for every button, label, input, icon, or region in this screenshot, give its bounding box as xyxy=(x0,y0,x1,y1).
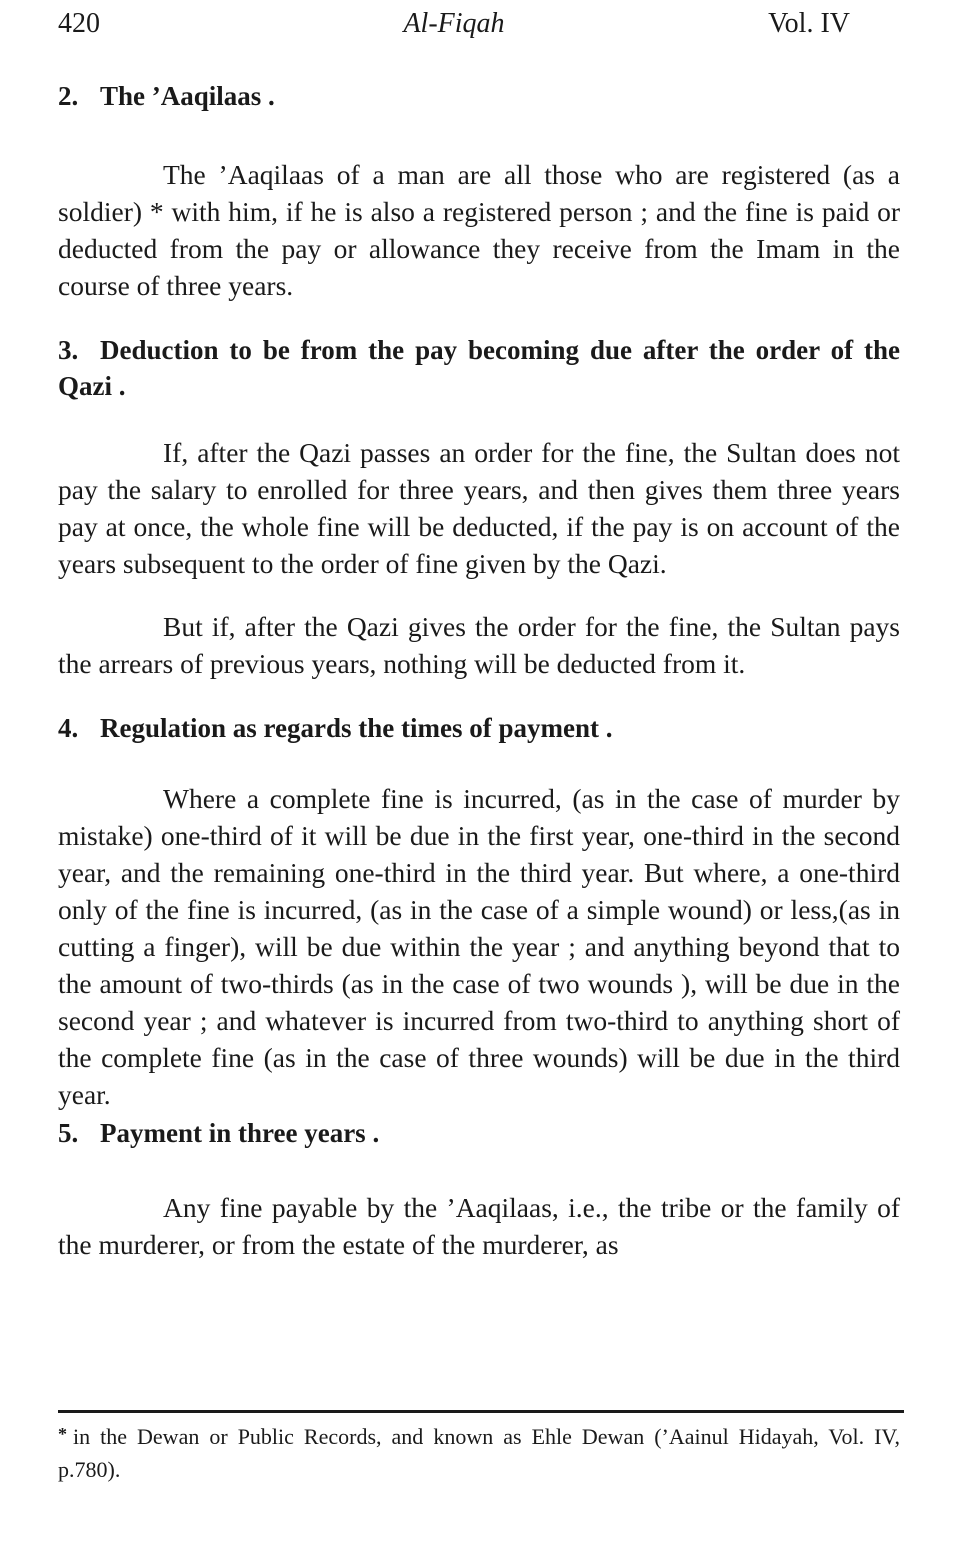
book-title: Al-Fiqah xyxy=(403,8,505,39)
section-3-paragraph-1: If, after the Qazi passes an order for the fine, the Sultan does not pay the salary to enrolled for three years, and then gives them three years pay at once, the whole fine will be deducted, if the pay is on account of the years subsequent to the order of fine given by the Qazi. xyxy=(58,437,900,579)
footnote-marker: * xyxy=(58,1424,67,1444)
section-2-heading xyxy=(58,78,900,114)
footnote-divider xyxy=(58,1410,904,1413)
section-4-number: 4. xyxy=(58,713,79,743)
volume-label: Vol. IV xyxy=(768,8,850,39)
page-number: 420 xyxy=(58,8,100,39)
section-4-title: Regulation as regards the times of payment . xyxy=(100,713,613,743)
section-4-heading xyxy=(58,710,900,746)
section-3-heading xyxy=(58,332,900,404)
section-3-number: 3. xyxy=(58,335,79,365)
section-3-title: Deduction to be from the pay becoming due after the order of the Qazi . xyxy=(58,335,900,401)
section-2-number: 2. xyxy=(58,81,79,111)
body-text xyxy=(58,78,900,1263)
section-2-paragraph-1: The ’Aaqilaas of a man are all those who are registered (as a soldier) * with him, if he is also a registered person ; and the fine is paid or deducted from the pay or allowance they receive from the Imam in the course of three years. xyxy=(58,159,900,301)
section-5-heading xyxy=(58,1115,900,1151)
section-3-paragraph-2: But if, after the Qazi gives the order for the fine, the Sultan pays the arrears of previous years, nothing will be deducted from it. xyxy=(58,611,900,679)
footnote-text: in the Dewan or Public Records, and known as Ehle Dewan (’Aainul Hidayah, Vol. IV, p.780). xyxy=(58,1424,900,1482)
footnote xyxy=(58,1418,900,1486)
section-5-number: 5. xyxy=(58,1118,79,1148)
section-5-title: Payment in three years . xyxy=(100,1118,380,1148)
section-2-title: The ’Aaqilaas . xyxy=(100,81,275,111)
running-header xyxy=(58,4,850,44)
section-5-paragraph-1: Any fine payable by the ’Aaqilaas, i.e., the tribe or the family of the murderer, or from the estate of the murderer, as xyxy=(58,1192,900,1260)
section-4-paragraph-1: Where a complete fine is incurred, (as in the case of murder by mistake) one-third of it will be due in the first year, one-third in the second year, and the remaining one-third in the third year. But where, a one-third only of the fine is incurred, (as in the case of a simple wound) or less,(as in cutting a finger), will be due within the year ; and anything beyond that to the amount of two-thirds (as in the case of two wounds ), will be due in the second year ; and whatever is incurred from two-third to anything short of the complete fine (as in the case of three wounds) will be due in the third year. xyxy=(58,783,900,1110)
